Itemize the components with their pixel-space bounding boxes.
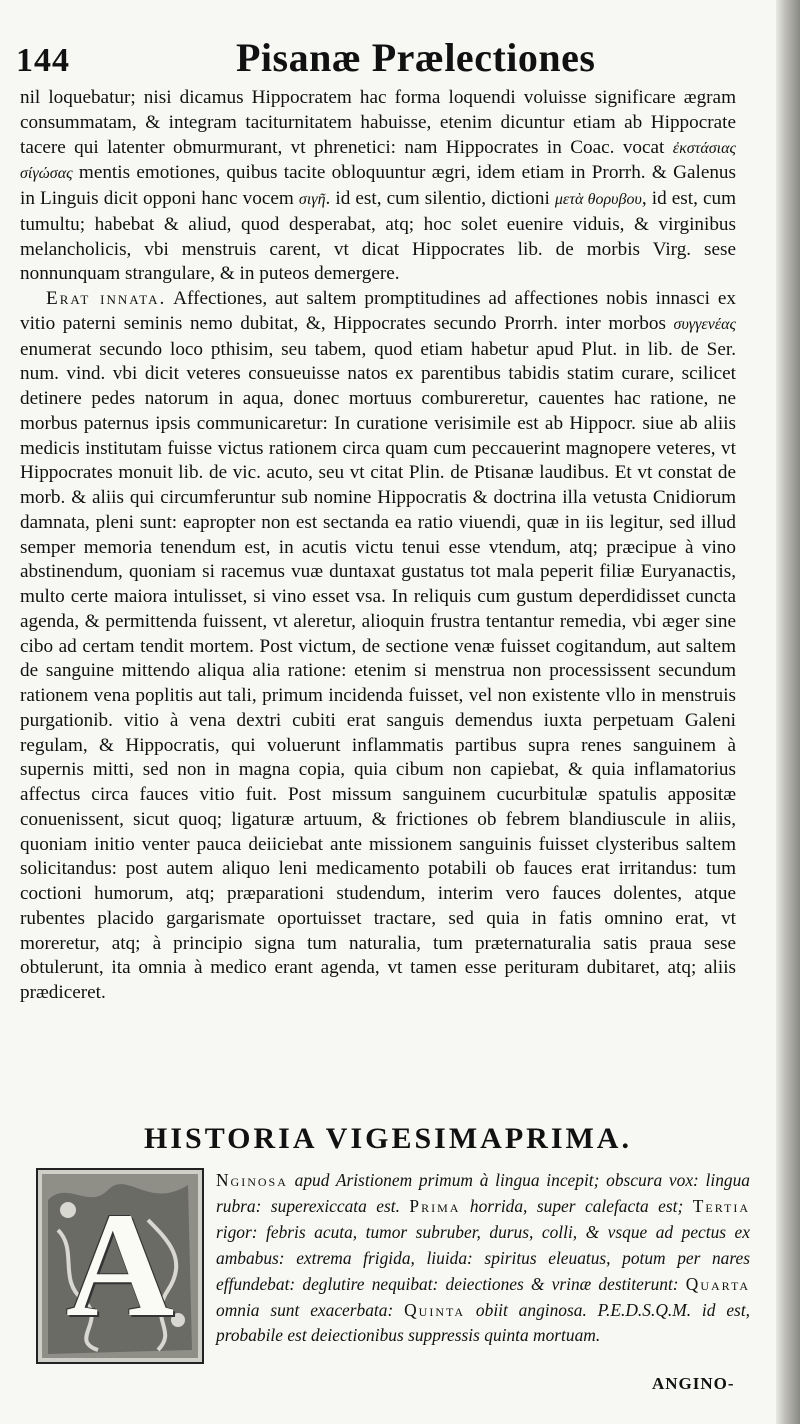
text-run: mentis emotiones, quibus tacite obloquuntur ægri, idem etiam in Prorrh. & Galenus in Linguis dicit opponi hanc vocem xyxy=(20,162,736,209)
paragraph xyxy=(20,287,736,1006)
running-title: Pisanæ Prælectiones xyxy=(236,35,596,80)
historia-block xyxy=(36,1168,748,1368)
decorated-initial xyxy=(36,1168,204,1364)
text-run: . id est, cum silentio, dictioni xyxy=(325,188,555,209)
page-number: 144 xyxy=(16,42,70,79)
day-marker: Tertia xyxy=(692,1195,750,1216)
main-text xyxy=(20,86,736,1006)
greek-term: σιγῆ xyxy=(298,191,326,208)
paragraph xyxy=(216,1168,750,1349)
catchword: ANGINO- xyxy=(652,1374,735,1393)
text-run: omnia sunt exacerbata: xyxy=(216,1299,405,1320)
day-marker: Quinta xyxy=(404,1299,466,1320)
text-run: Affectiones, aut saltem promptitudines ad affectiones nobis innasci ex vitio paterni seminis nemo dubitat, &, Hippocrates secundo Prorrh. inter morbos xyxy=(20,288,736,334)
paragraph xyxy=(20,86,736,287)
text-run: , id est, cum tumultu; habebat & aliud, quod desperabat, atq; hoc solet euenire viduis, & virginibus melancholicis, vbi menstruis carent, vt dicat Hippocrates lib. de morbis Virg. sese nonnunquam strangulare, & in puteos demergere. xyxy=(20,188,737,285)
historia-text xyxy=(216,1168,750,1349)
day-marker: Quarta xyxy=(685,1273,750,1294)
lemma: Erat innata. xyxy=(46,288,167,309)
day-marker: Prima xyxy=(409,1195,461,1216)
page-gutter-shadow xyxy=(776,0,800,1424)
greek-term: μετὰ θορυβου xyxy=(554,191,642,208)
text-run: enumerat secundo loco pthisim, seu tabem, quod etiam habetur apud Plut. in lib. de Ser. num. vind. vbi dicit veteres consueuisse natos ex parentibus tabidis statim curare, scilicet detinere pedes natorum in aqua, donec mortuus combureretur, cauentes hac ratione, ne morbus paternus ipsis communicaretur: In curatione verisimile est ab Hippocr. siue ab aliis medicis institutam fuisse victus rationem circa quam cum peccauerint magnopere veteres, vt Hippocrates monuit lib. de vic. acuto, seu vt citat Plin. de Ptisanæ laudibus. Et vt constat de morb. & aliis qui circumferuntur sub nomine Hippocratis & doctrina illa vetusta Cnidiorum damnata, pleni sunt: eapropter non est sectanda ea ratio viuendi, quæ in iis legitur, sed illud semper memoria tenendum est, in acutis victu tenui esse vtendum, atq; præcipue à vino abstinendum, quoniam si racemus vuæ duntaxat gustatus tot mala peperit filiæ Euryanactis, multo certe maiora intulisset, si vino esset vsa. In reliquis cum gustum deperdidisset cuncta agenda, & permittenda fuissent, vt aleretur, alioquin frustra tentantur remedia, vbi æger sine cibo ad certam tendit mortem. Post victum, de sectione venæ fuisset cogitandum, aut saltem de sanguine mittendo aliqua alia ratione: etenim si menstrua non processissent secundum rationem vena poplitis aut tali, primum incidenda fuisset, vel non existente vllo in menstruis purgationib. vitio à vena dextri cubiti erat sanguis demendus iuxta perpetuam Galeni regulam, & Hippocratis, qui voluerunt inflammatis partibus supra renes sanguinem à supernis mitti, sed non in magna copia, quia cibum non capiebat, & quia inflamatorius affectus circa fauces vitio fuit. Post missum sanguinem cucurbitulæ spatulis appositæ conuenissent, sicut quoq; ligaturæ artuum, & frictiones ob febrem blandiuscule in aliis, quoniam initio venter pauca deiiciebat ante missionem sanguinis fuisset clysteribus saltem solicitandus: post autem aliquo leni medicamento potabili ob fauces erat irritandus: tum coctioni humorum, atq; præparationi studendum, interim vero fauces dolentes, atque rubentes placido gargarismate oportuisset tractare, sed quia in fatis omnino erat, vt moreretur, atq; à principio signa tum naturalia, tum præternaturalia satis praua sese obtulerunt, ita omnia à medico erant agenda, vt tamen esse perituram dubitaret, atq; aliis prædiceret. xyxy=(20,338,736,1003)
lemma: Nginosa xyxy=(216,1170,288,1190)
section-heading: HISTORIA VIGESIMAPRIMA. xyxy=(144,1122,632,1155)
page-header xyxy=(16,30,756,90)
text-run: rigor: febris acuta, tumor subruber, durus, colli, & vsque ad pectus ex ambabus: extrema frigida, liuida: spiritus eleuatus, potum per nares effundebat: deglutire nequibat: deiectiones & vrinæ destiterunt: xyxy=(216,1221,750,1294)
text-run: horrida, super calefacta est; xyxy=(460,1195,693,1216)
text-run: apud Aristionem primum à lingua incepit; obscura vox: lingua rubra: superexiccata est. xyxy=(216,1170,750,1216)
text-run: obiit anginosa. P.E.D.S.Q.M. id est, probabile est deiectionibus suppressis quinta mortuam. xyxy=(216,1299,750,1346)
greek-term: συγγενέας xyxy=(673,315,736,333)
greek-term: ἐκστάσιας σίγώσας xyxy=(20,139,736,183)
text-run: nil loquebatur; nisi dicamus Hippocratem hac forma loquendi voluisse significare ægram consummatam, & integram taciturnitatem habuisse, etenim dicuntur etiam ab Hippocrate tacere qui latenter obmurmurant, vt phrenetici: nam Hippocrates in Coac. vocat xyxy=(20,87,736,158)
initial-letter: A xyxy=(65,1182,175,1348)
